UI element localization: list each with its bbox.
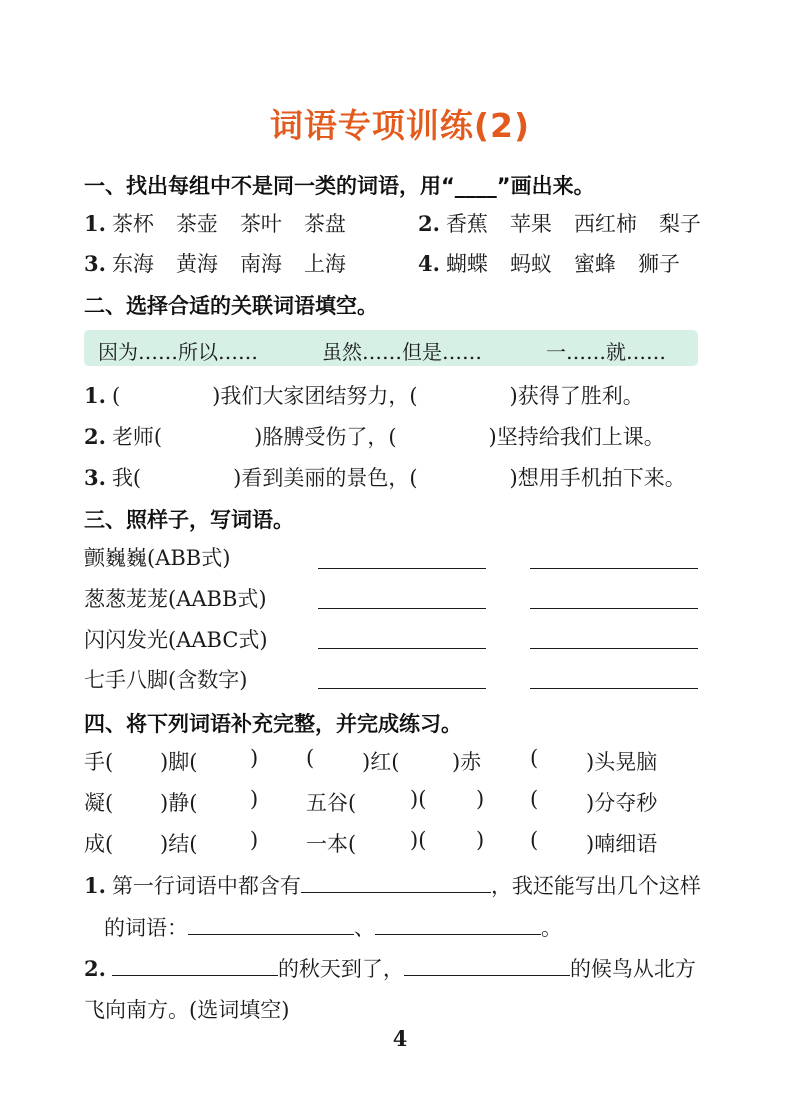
fill-sentence-3: 3. 我( )看到美丽的景色，( )想用手机拍下来。 [84,465,686,490]
idiom-fragment: ( [530,787,539,811]
idiom-fragment: ( [306,746,315,770]
idiom-fragment: )分夺秒 [586,791,658,815]
idiom-fragment: 五谷( [306,791,357,815]
conjunction-option: 虽然……但是…… [322,340,482,364]
word: 茶壶 [175,212,218,236]
example-word: 七手八脚(含数字) [84,668,248,692]
group-number: 1. [84,211,106,236]
question-2-line-2: 飞向南方。(选词填空) [84,998,290,1022]
section-3-heading: 三、照样子，写词语。 [84,508,294,532]
idiom-fragment: ) [476,828,485,852]
idiom-fragment: 一本( [306,832,357,856]
section-1-heading: 一、找出每组中不是同一类的词语，用“____”画出来。 [84,174,595,198]
idiom-fragment: )结( [160,832,198,856]
idiom-fragment: )红( [362,750,400,774]
idiom-fragment: 凝( [84,791,114,815]
idiom-fragment: )喃细语 [586,832,658,856]
group-number: 4. [418,251,440,276]
answer-blank[interactable] [301,872,491,893]
idiom-fragment: )静( [160,791,198,815]
section-2-heading: 二、选择合适的关联词语填空。 [84,294,378,318]
question-2-line-1: 2. 的秋天到了， 的候鸟从北方 [84,956,696,981]
answer-line[interactable] [318,688,486,689]
word: 狮子 [637,252,680,276]
answer-line[interactable] [318,608,486,609]
word: 茶杯 [111,212,154,236]
word: 香蕉 [445,212,488,236]
section-4-heading: 四、将下列词语补充完整，并完成练习。 [84,712,462,736]
group-number: 2. [418,211,440,236]
example-word: 颤巍巍(ABB式) [84,546,231,570]
word: 梨子 [658,212,701,236]
idiom-fragment: ( [530,746,539,770]
idiom-fragment: )赤 [452,750,482,774]
idiom-fragment: )头晃脑 [586,750,658,774]
word: 上海 [303,252,346,276]
word-group-1 [84,208,368,238]
word: 东海 [111,252,154,276]
word: 茶盘 [303,212,346,236]
idiom-fragment: 手( [84,750,114,774]
answer-blank[interactable] [404,955,570,976]
idiom-fragment: ( [530,828,539,852]
idiom-fragment: ) [476,787,485,811]
word: 南海 [239,252,282,276]
answer-line[interactable] [530,648,698,649]
word: 西红柿 [573,212,637,236]
answer-blank[interactable] [112,955,278,976]
fill-sentence-1: 1. ( )我们大家团结努力，( )获得了胜利。 [84,383,644,408]
answer-line[interactable] [318,648,486,649]
idiom-fragment: )( [410,787,427,811]
word-group-4 [418,248,702,278]
word-group-2 [418,208,723,238]
word: 蜜蜂 [573,252,616,276]
example-word: 葱葱茏茏(AABB式) [84,587,267,611]
answer-line[interactable] [530,568,698,569]
example-word: 闪闪发光(AABC式) [84,628,268,652]
idiom-fragment: 成( [84,832,114,856]
word-group-3 [84,248,368,278]
word: 苹果 [509,212,552,236]
idiom-fragment: ) [250,828,259,852]
question-1-line-1: 1. 第一行词语中都含有 ，我还能写出几个这样 [84,873,701,898]
word: 蝴蝶 [445,252,488,276]
idiom-fragment: ) [250,787,259,811]
word: 黄海 [175,252,218,276]
idiom-fragment: ) [250,746,259,770]
conjunction-option: 因为……所以…… [98,340,258,364]
fill-sentence-2: 2. 老师( )胳膊受伤了，( )坚持给我们上课。 [84,424,665,449]
answer-line[interactable] [318,568,486,569]
answer-line[interactable] [530,608,698,609]
word: 茶叶 [239,212,282,236]
word: 蚂蚁 [509,252,552,276]
question-1-line-2: 的词语： 、 。 [104,916,562,940]
page-title: 词语专项训练(2) [269,106,531,145]
idiom-fragment: )( [410,828,427,852]
answer-blank[interactable] [375,914,541,935]
answer-line[interactable] [530,688,698,689]
group-number: 3. [84,251,106,276]
answer-blank[interactable] [188,914,354,935]
conjunction-option: 一……就…… [546,340,666,364]
idiom-fragment: )脚( [160,750,198,774]
page-number: 4 [392,1026,408,1051]
